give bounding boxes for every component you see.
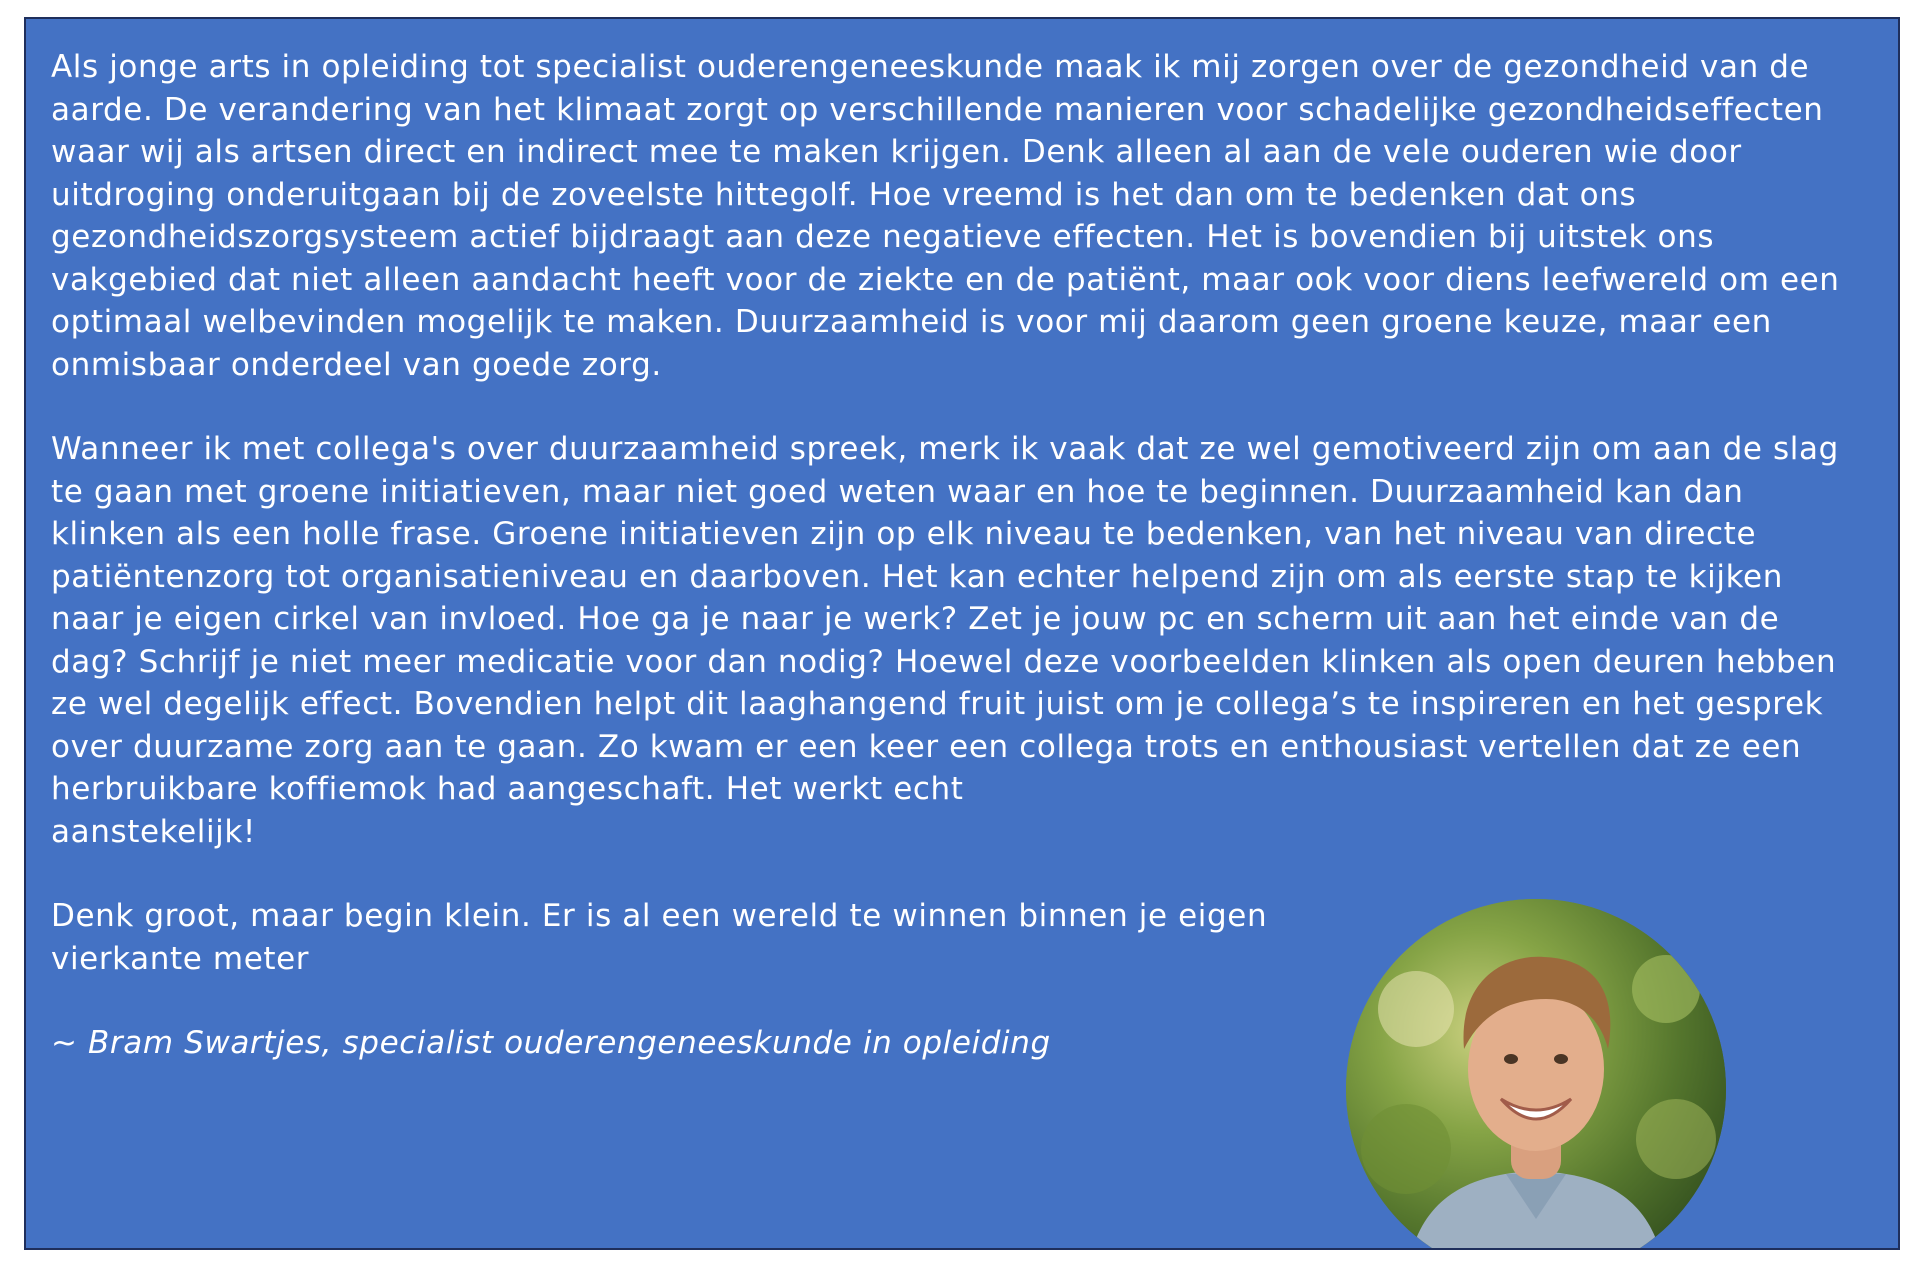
paragraph-closing: Denk groot, maar begin klein. Er is al een wereld te winnen binnen je eigen vierkante meter xyxy=(51,898,1268,977)
paragraph-intro: Als jonge arts in opleiding tot specialist ouderengeneeskunde maak ik mij zorgen over de gezondheid van de aarde. De verandering van het klimaat zorgt op verschillende manieren voor schadelijke gezondheidseffecten waar wij als artsen direct en indirect mee te maken krijgen. Denk alleen al aan de vele ouderen wie door uitdroging onderuitgaan bij de zoveelste hittegolf. Hoe vreemd is het dan om te bedenken dat ons gezondheidszorgsysteem actief bijdraagt aan deze negatieve effecten. Het is bovendien bij uitstek ons vakgebied dat niet alleen aandacht heeft voor de ziekte en de patiënt, maar ook voor diens leefwereld om een optimaal welbevinden mogelijk te maken. Duurzaamheid is voor mij daarom geen groene keuze, maar een onmisbaar onderdeel van goede zorg. xyxy=(51,49,1840,383)
paragraph-colleagues-end: aanstekelijk! xyxy=(51,813,256,850)
quote-panel xyxy=(24,17,1900,1250)
signature: ~ Bram Swartjes, specialist ouderengeneeskunde in opleiding xyxy=(51,1025,1051,1061)
paragraph-colleagues: Wanneer ik met collega's over duurzaamheid spreek, merk ik vaak dat ze wel gemotiveerd zijn om aan de slag te gaan met groene initiatieven, maar niet goed weten waar en hoe te beginnen. Duurzaamheid kan dan klinken als een holle frase. Groene initiatieven zijn op elk niveau te bedenken, van het niveau van directe patiëntenzorg tot organisatieniveau en daarboven. Het kan echter helpend zijn om als eerste stap te kijken naar je eigen cirkel van invloed. Hoe ga je naar je werk? Zet je jouw pc en scherm uit aan het einde van de dag? Schrijf je niet meer medicatie voor dan nodig? Hoewel deze voorbeelden klinken als open deuren hebben ze wel degelijk effect. Bovendien helpt dit laaghangend fruit juist om je collega’s te inspireren en het gesprek over duurzame zorg aan te gaan. Zo kwam er een keer een collega trots en enthousiast vertellen dat ze een herbruikbare koffiemok had aangeschaft. Het werkt echt xyxy=(51,431,1839,807)
